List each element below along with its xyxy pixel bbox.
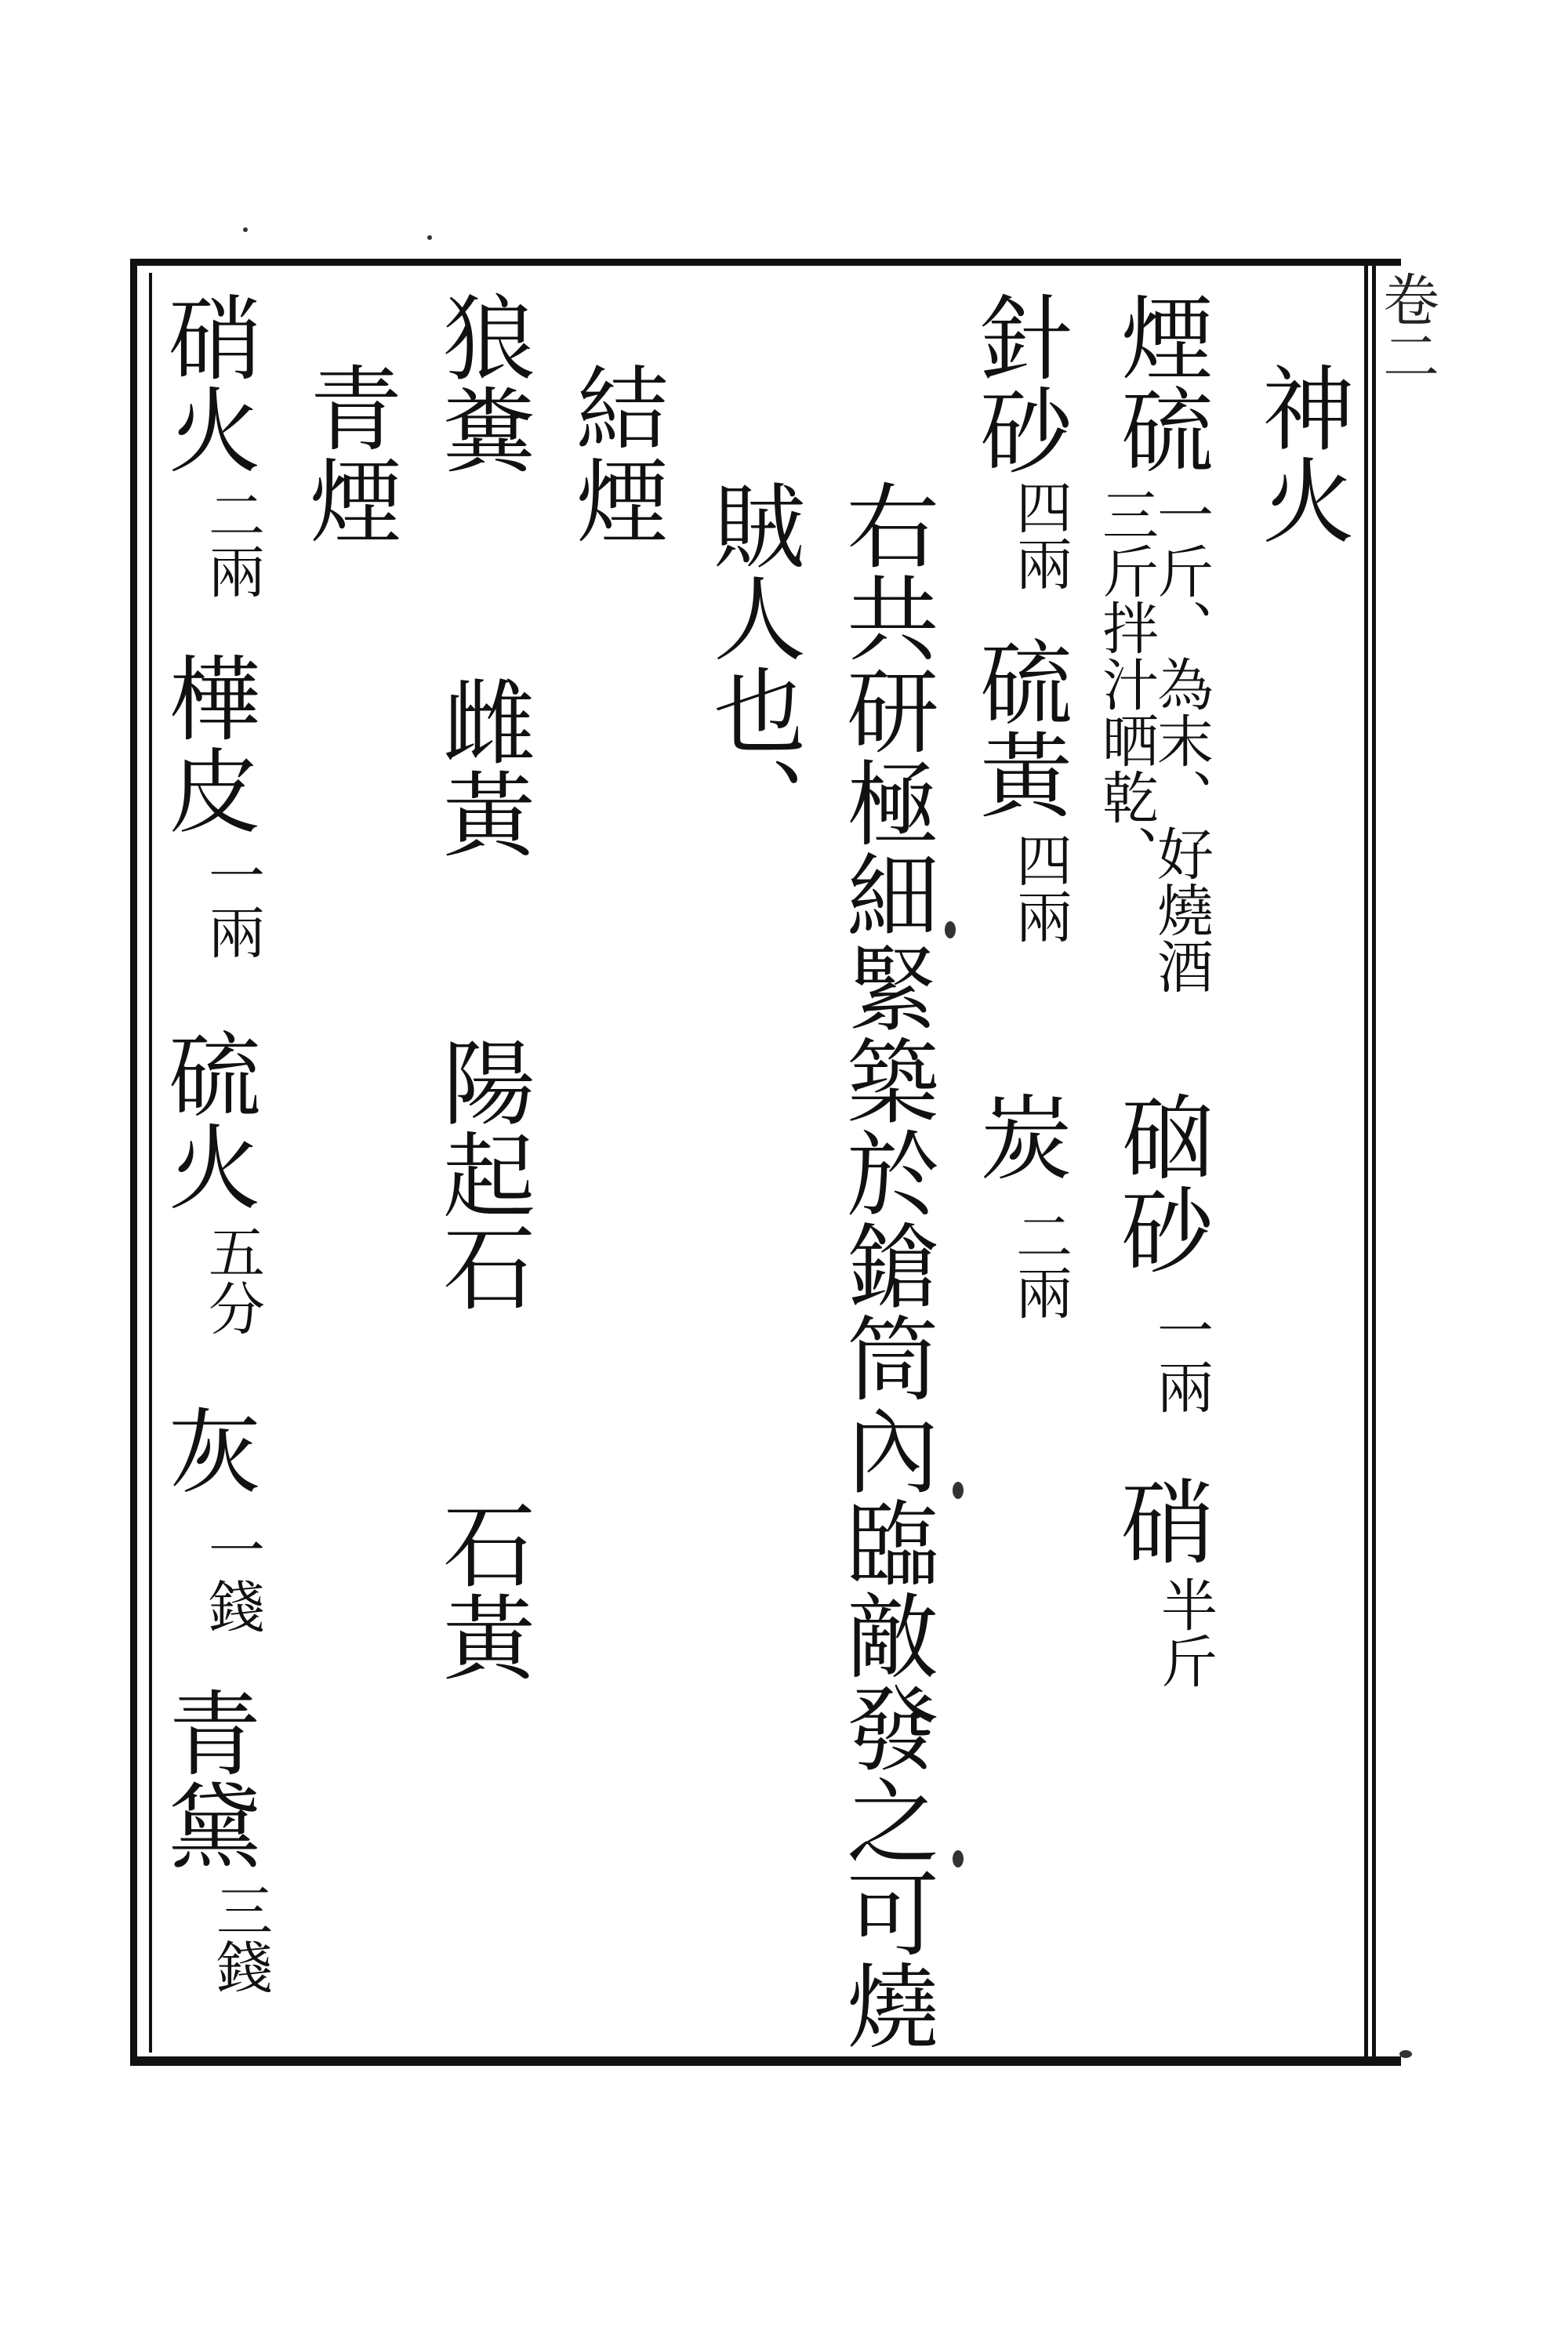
note-xiao-qty: 半斤 xyxy=(1152,1576,1218,1689)
text-qingdai: 青黛 xyxy=(153,1686,261,1871)
text-naosha: 硇砂 xyxy=(1105,1090,1214,1275)
note-column-2a xyxy=(1148,486,1214,1145)
note-tan-qty: 二兩 xyxy=(1007,1207,1073,1320)
text-yanliu: 煙硫 xyxy=(1105,290,1214,475)
text-cihuang: 雌黃 xyxy=(427,674,535,859)
text-zhensha: 針砂 xyxy=(964,290,1073,475)
heading-shenhuo: 神火 xyxy=(1247,361,1355,546)
heading-jieyan: 結煙 xyxy=(561,361,669,546)
note-liuhuang-qty: 四兩 xyxy=(1007,831,1073,944)
text-hui: 灰 xyxy=(153,1403,261,1496)
note-zhensha-qty: 四兩 xyxy=(1007,478,1073,591)
text-shihuang: 石黃 xyxy=(427,1497,535,1682)
text-liuhuo: 硫火 xyxy=(153,1027,261,1212)
margin-strip xyxy=(1372,259,1446,2066)
speck xyxy=(243,227,248,232)
text-tan: 炭 xyxy=(964,1090,1073,1182)
note-column-2b xyxy=(1093,486,1159,881)
note-yijin: 一斤、為末、好燒酒 xyxy=(1148,486,1214,994)
note-sanjin: 三斤拌汁晒乾、 xyxy=(1093,486,1159,881)
text-langfen: 狼糞 xyxy=(427,290,535,475)
heading-qingyan: 青煙 xyxy=(294,361,402,546)
punct-mark xyxy=(953,1482,964,1499)
frame-right-line xyxy=(1364,259,1368,2066)
punct-mark xyxy=(953,1850,964,1867)
margin-header: 卷二 xyxy=(1374,270,1439,383)
note-hui-qty: 一錢 xyxy=(199,1521,265,1634)
text-huapi: 樺皮 xyxy=(153,651,261,836)
speck xyxy=(1399,2050,1412,2058)
text-liuhuang: 硫黃 xyxy=(964,635,1073,820)
text-xiaohuo: 硝火 xyxy=(153,290,261,475)
note-qingdai-qty: 三錢 xyxy=(207,1882,273,1994)
punct-mark xyxy=(945,921,956,938)
text-column-2 xyxy=(1105,290,1214,475)
text-xiao: 硝 xyxy=(1105,1474,1214,1566)
text-column-4: 右共研極細緊築於鎗筒內臨敵發之可燒 xyxy=(831,478,939,2051)
text-yangqishi: 陽起石 xyxy=(427,1035,535,1312)
frame-inner-line xyxy=(149,273,152,2053)
note-liuhuo-qty: 五分 xyxy=(199,1223,265,1336)
note-naosha-qty: 一兩 xyxy=(1148,1301,1214,1414)
text-column-5: 賊人也、 xyxy=(698,478,806,848)
note-huapi-qty: 一兩 xyxy=(199,847,265,960)
note-xiaohuo-qty: 二兩 xyxy=(199,486,265,599)
speck xyxy=(427,235,432,240)
